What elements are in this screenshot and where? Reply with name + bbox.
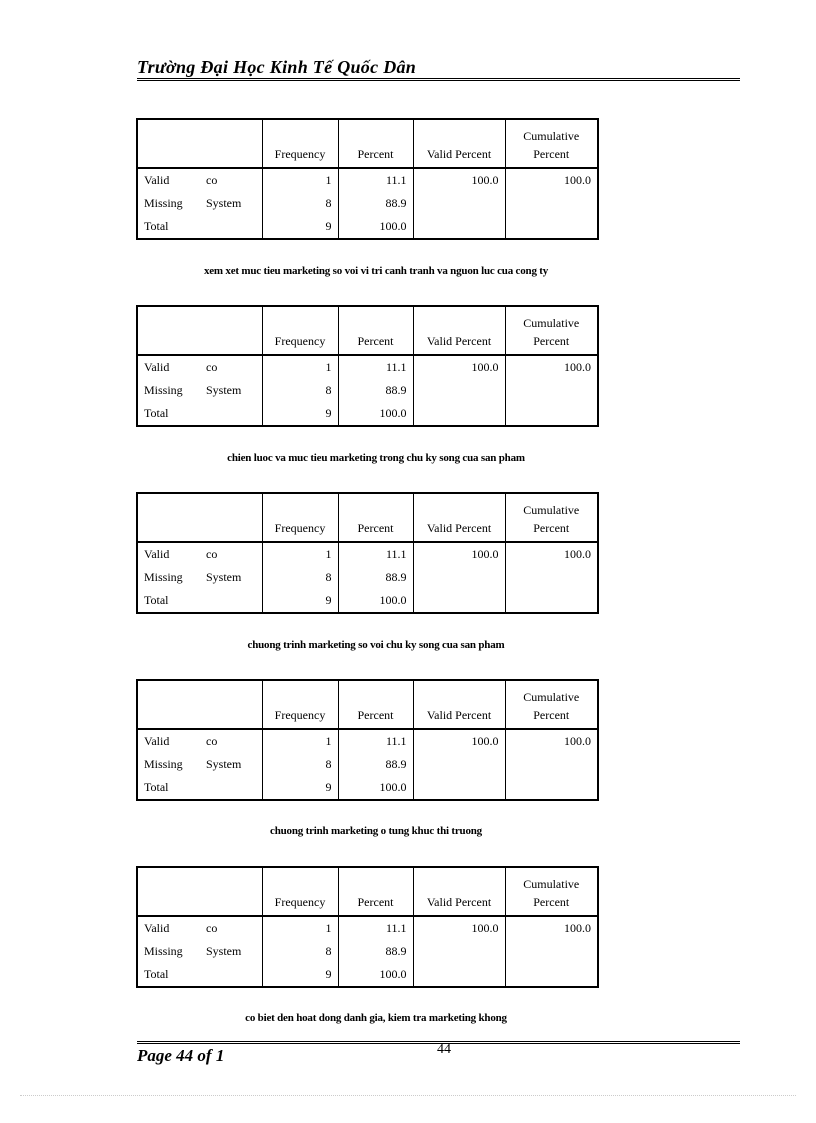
percent-cell: 88.9 [338, 566, 413, 589]
frequency-table [136, 492, 599, 614]
row-label: Total [144, 780, 169, 794]
cumulative-header-line2: Percent [533, 147, 570, 161]
valid-percent-cell [413, 379, 505, 402]
percent-header: Percent [338, 119, 413, 168]
valid-percent-header: Valid Percent [413, 493, 505, 542]
row-sublabel: System [206, 383, 242, 397]
blank-header-cell [137, 493, 262, 542]
row-label: Total [144, 219, 169, 233]
percent-cell: 11.1 [338, 729, 413, 753]
frequency-header: Frequency [262, 867, 338, 916]
row-label: Valid [144, 734, 170, 748]
row-label: Total [144, 967, 169, 981]
row-sublabel: co [206, 547, 218, 561]
row-sublabel [200, 402, 262, 426]
row-label: Total [144, 593, 169, 607]
percent-cell: 88.9 [338, 753, 413, 776]
cumulative-header-line1: Cumulative [523, 877, 580, 891]
percent-cell: 11.1 [338, 168, 413, 192]
percent-cell: 88.9 [338, 940, 413, 963]
table-header-row [137, 306, 598, 355]
table-row [137, 402, 598, 426]
row-sublabel: co [206, 734, 218, 748]
valid-percent-cell [413, 566, 505, 589]
frequency-header: Frequency [262, 119, 338, 168]
cumulative-percent-cell [505, 566, 598, 589]
cumulative-percent-cell [505, 589, 598, 613]
percent-cell: 88.9 [338, 192, 413, 215]
valid-percent-cell [413, 215, 505, 239]
frequency-table [136, 679, 599, 801]
percent-header: Percent [338, 867, 413, 916]
header-rule [137, 78, 740, 81]
valid-percent-cell [413, 963, 505, 987]
cumulative-percent-cell [505, 963, 598, 987]
percent-cell: 100.0 [338, 776, 413, 800]
row-sublabel [200, 215, 262, 239]
cumulative-percent-cell [505, 940, 598, 963]
table-row [137, 192, 598, 215]
table-header-row [137, 867, 598, 916]
frequency-cell: 9 [262, 963, 338, 987]
cumulative-header-line2: Percent [533, 521, 570, 535]
row-label: Valid [144, 921, 170, 935]
frequency-cell: 9 [262, 776, 338, 800]
cumulative-percent-cell: 100.0 [505, 168, 598, 192]
row-label: Valid [144, 360, 170, 374]
table-caption: chien luoc va muc tieu marketing trong chu ky song cua san pham [227, 452, 525, 464]
row-label: Missing [144, 570, 183, 584]
table-row [137, 379, 598, 402]
cumulative-header-line1: Cumulative [523, 129, 580, 143]
cumulative-percent-cell [505, 402, 598, 426]
percent-header: Percent [338, 493, 413, 542]
row-label: Missing [144, 383, 183, 397]
cumulative-percent-cell [505, 192, 598, 215]
blank-header-cell [137, 119, 262, 168]
frequency-cell: 1 [262, 168, 338, 192]
row-sublabel [200, 963, 262, 987]
valid-percent-cell: 100.0 [413, 916, 505, 940]
frequency-cell: 1 [262, 916, 338, 940]
row-sublabel: System [206, 196, 242, 210]
row-label: Missing [144, 757, 183, 771]
frequency-cell: 1 [262, 729, 338, 753]
frequency-cell: 1 [262, 542, 338, 566]
table-header-row [137, 680, 598, 729]
row-label: Missing [144, 944, 183, 958]
row-sublabel: System [206, 944, 242, 958]
frequency-cell: 9 [262, 402, 338, 426]
percent-cell: 88.9 [338, 379, 413, 402]
percent-cell: 100.0 [338, 215, 413, 239]
row-sublabel [200, 589, 262, 613]
table-header-row [137, 493, 598, 542]
cumulative-percent-cell [505, 379, 598, 402]
frequency-cell: 8 [262, 940, 338, 963]
cumulative-header-line1: Cumulative [523, 503, 580, 517]
frequency-cell: 1 [262, 355, 338, 379]
frequency-cell: 8 [262, 379, 338, 402]
table-row [137, 168, 598, 192]
table-row [137, 916, 598, 940]
cumulative-percent-cell: 100.0 [505, 542, 598, 566]
table-row [137, 940, 598, 963]
table-row [137, 355, 598, 379]
valid-percent-cell: 100.0 [413, 168, 505, 192]
row-sublabel: co [206, 921, 218, 935]
table-caption: chuong trinh marketing o tung khuc thi truong [270, 825, 482, 837]
cumulative-header-line1: Cumulative [523, 690, 580, 704]
frequency-cell: 8 [262, 753, 338, 776]
footer-page-number: 44 [437, 1042, 451, 1057]
percent-cell: 100.0 [338, 589, 413, 613]
frequency-cell: 8 [262, 566, 338, 589]
valid-percent-cell [413, 753, 505, 776]
percent-cell: 11.1 [338, 355, 413, 379]
cumulative-header-line2: Percent [533, 708, 570, 722]
row-label: Valid [144, 547, 170, 561]
page-edge-divider [20, 1095, 796, 1096]
cumulative-header-line2: Percent [533, 895, 570, 909]
blank-header-cell [137, 680, 262, 729]
valid-percent-cell: 100.0 [413, 355, 505, 379]
cumulative-percent-cell [505, 776, 598, 800]
row-sublabel: co [206, 173, 218, 187]
table-caption: xem xet muc tieu marketing so voi vi tri canh tranh va nguon luc cua cong ty [203, 265, 549, 277]
table-row [137, 589, 598, 613]
percent-cell: 11.1 [338, 916, 413, 940]
frequency-table [136, 118, 599, 240]
row-sublabel: System [206, 757, 242, 771]
valid-percent-cell [413, 402, 505, 426]
row-sublabel: co [206, 360, 218, 374]
final-caption: co biet den hoat dong danh gia, kiem tra marketing khong [245, 1012, 507, 1024]
cumulative-header-line2: Percent [533, 334, 570, 348]
frequency-header: Frequency [262, 680, 338, 729]
blank-header-cell [137, 306, 262, 355]
footer-page-label: Page 44 of 1 [137, 1046, 225, 1065]
percent-header: Percent [338, 306, 413, 355]
cumulative-header-line1: Cumulative [523, 316, 580, 330]
cumulative-percent-header [505, 493, 598, 542]
page-header-title: Trường Đại Học Kinh Tế Quốc Dân [137, 57, 417, 77]
frequency-table [136, 305, 599, 427]
table-row [137, 729, 598, 753]
frequency-cell: 9 [262, 589, 338, 613]
valid-percent-cell: 100.0 [413, 542, 505, 566]
valid-percent-cell [413, 192, 505, 215]
valid-percent-cell [413, 776, 505, 800]
row-label: Valid [144, 173, 170, 187]
valid-percent-cell [413, 589, 505, 613]
row-sublabel: System [206, 570, 242, 584]
table-row [137, 215, 598, 239]
row-label: Total [144, 406, 169, 420]
table-row [137, 542, 598, 566]
cumulative-percent-cell [505, 215, 598, 239]
cumulative-percent-header [505, 680, 598, 729]
valid-percent-header: Valid Percent [413, 680, 505, 729]
valid-percent-cell [413, 940, 505, 963]
frequency-cell: 9 [262, 215, 338, 239]
valid-percent-header: Valid Percent [413, 119, 505, 168]
valid-percent-header: Valid Percent [413, 867, 505, 916]
percent-cell: 11.1 [338, 542, 413, 566]
cumulative-percent-cell: 100.0 [505, 355, 598, 379]
table-caption: chuong trinh marketing so voi chu ky song cua san pham [247, 639, 505, 651]
frequency-cell: 8 [262, 192, 338, 215]
percent-cell: 100.0 [338, 963, 413, 987]
cumulative-percent-cell: 100.0 [505, 729, 598, 753]
table-row [137, 963, 598, 987]
valid-percent-cell: 100.0 [413, 729, 505, 753]
cumulative-percent-cell [505, 753, 598, 776]
cumulative-percent-cell: 100.0 [505, 916, 598, 940]
row-sublabel [200, 776, 262, 800]
valid-percent-header: Valid Percent [413, 306, 505, 355]
percent-cell: 100.0 [338, 402, 413, 426]
frequency-header: Frequency [262, 306, 338, 355]
cumulative-percent-header [505, 306, 598, 355]
frequency-header: Frequency [262, 493, 338, 542]
table-row [137, 566, 598, 589]
blank-header-cell [137, 867, 262, 916]
frequency-table [136, 866, 599, 988]
cumulative-percent-header [505, 119, 598, 168]
row-label: Missing [144, 196, 183, 210]
table-row [137, 753, 598, 776]
table-header-row [137, 119, 598, 168]
percent-header: Percent [338, 680, 413, 729]
table-row [137, 776, 598, 800]
cumulative-percent-header [505, 867, 598, 916]
